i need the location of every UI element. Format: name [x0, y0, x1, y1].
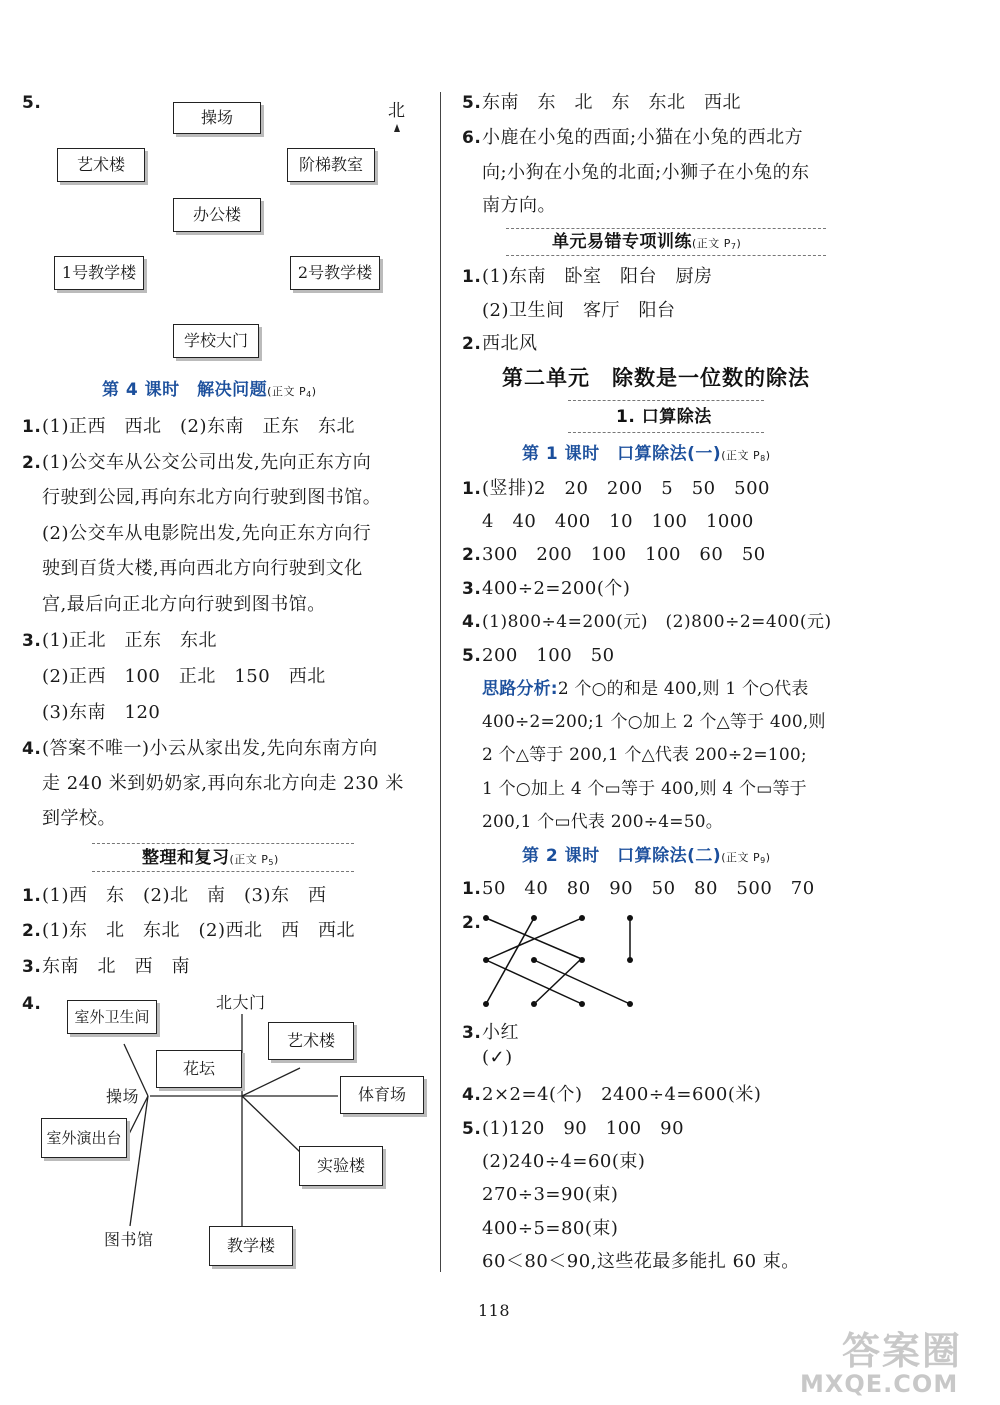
analysis-line-4: 1 个○加上 4 个▭等于 400,则 4 个▭等于: [482, 779, 807, 799]
answer-text: 东南 北 西 南: [42, 956, 190, 977]
answer-text: (答案不唯一)小云从家出发,先向东南方向: [42, 738, 378, 759]
match-dot: [579, 915, 585, 921]
answer-number: 1.: [462, 479, 482, 499]
analysis-label: 思路分析:: [482, 679, 558, 699]
answer-number: 6.: [462, 128, 482, 148]
answer-text: 300 200 100 100 60 50: [482, 544, 766, 565]
answer-text: (1)西 东 (2)北 南 (3)东 西: [42, 885, 327, 906]
answer-number: 1.: [462, 879, 482, 899]
answer-text: 400÷2=200(个): [482, 578, 631, 599]
match-dot: [531, 1001, 537, 1007]
match-line: [486, 960, 582, 1004]
match-dot: [531, 957, 537, 963]
lesson2-ref: (正文 P: [721, 851, 761, 864]
match-dot: [627, 957, 633, 963]
answer-text: 400÷5=80(束): [482, 1218, 619, 1239]
lesson2-title-text: 第 2 课时 口算除法(二): [522, 846, 722, 866]
q5-number: 5.: [22, 93, 42, 113]
lesson2-title: 第 2 课时 口算除法(二)(正文 P9): [522, 846, 771, 866]
lesson1-ref: (正文 P: [721, 449, 761, 462]
answer-text: (1)东 北 东北 (2)西北 西 西北: [42, 920, 355, 941]
answer-number: 2.: [462, 334, 482, 354]
lesson2-ref-sub: 9: [760, 856, 766, 865]
answer-text: (1)800÷4=200(元) (2)800÷2=400(元): [482, 612, 832, 632]
map-playground: 操场: [106, 1087, 140, 1106]
lesson1-ref-sub: 8: [760, 454, 766, 463]
analysis-line-2: 400÷2=200;1 个○加上 2 个△等于 400,则: [482, 712, 826, 732]
errors-title: 单元易错专项训练(正文 P7): [552, 232, 742, 252]
map-library: 图书馆: [104, 1230, 154, 1249]
errors-ref: (正文 P: [692, 237, 731, 250]
answer-number: 1.: [22, 417, 42, 437]
answer-number: 3.: [22, 631, 42, 651]
answer-text: (1)正西 西北 (2)东南 正东 东北: [42, 416, 355, 437]
match-dot: [627, 915, 633, 921]
answer-text: 2×2=4(个) 2400÷4=600(米): [482, 1084, 762, 1105]
box-label: 1号教学楼: [61, 263, 137, 282]
box-label: 室外卫生间: [74, 1008, 150, 1026]
answer-text: (2)正西 100 正北 150 西北: [42, 666, 326, 687]
answer-text: 西北风: [482, 333, 538, 354]
q4-number: 4.: [22, 994, 42, 1014]
box-label: 艺术楼: [76, 155, 125, 174]
north-label: 北: [388, 101, 406, 121]
match-dot: [483, 957, 489, 963]
answer-text: (1)120 90 100 90: [482, 1118, 685, 1139]
answer-number: 1.: [22, 886, 42, 906]
answer-number: 2.: [462, 545, 482, 565]
answer-text: 50 40 80 90 50 80 500 70: [482, 878, 815, 899]
review-title: 整理和复习(正文 P5): [142, 848, 279, 868]
answer-text: 驶到百货大楼,再向西北方向行驶到文化: [42, 558, 363, 579]
box-label: 2号教学楼: [297, 263, 373, 282]
watermark-logo: 答案圈: [842, 1329, 963, 1373]
answer-text: (2)公交车从电影院出发,先向正东方向行: [42, 523, 372, 544]
answer-text: (竖排)2 20 200 5 50 500: [482, 478, 770, 499]
answer-text: 行驶到公园,再向东北方向行驶到图书馆。: [42, 487, 382, 508]
page-number: 118: [478, 1301, 511, 1320]
answer-number: 4.: [462, 1085, 482, 1105]
match-dot: [483, 915, 489, 921]
answer-text: 到学校。: [42, 808, 116, 829]
answer-text: (3)东南 120: [42, 702, 161, 723]
answer-text: (2)卫生间 客厅 阳台: [482, 300, 676, 321]
lesson1-title: 第 1 课时 口算除法(一)(正文 P8): [522, 444, 771, 464]
section-title: 1. 口算除法: [616, 407, 712, 427]
errors-title-text: 单元易错专项训练: [552, 232, 692, 252]
box-label: 阶梯教室: [298, 155, 363, 174]
answer-number: 4.: [462, 612, 482, 632]
match-line: [486, 918, 534, 1004]
answer-number: 5.: [462, 93, 482, 113]
answer-number: 3.: [462, 1023, 482, 1043]
match-dot: [579, 957, 585, 963]
answer-text: 南方向。: [482, 195, 556, 216]
answer-text: 东南 东 北 东 东北 西北: [482, 92, 741, 113]
box-label: 室外演出台: [46, 1129, 122, 1147]
box-label: 花坛: [182, 1059, 215, 1078]
match-dot: [531, 915, 537, 921]
answer-text: 走 240 米到奶奶家,再向东北方向走 230 米: [42, 773, 404, 794]
map-north-gate: 北大门: [216, 993, 266, 1012]
analysis-line-3: 2 个△等于 200,1 个△代表 200÷2=100;: [482, 745, 807, 765]
answer-text: 小鹿在小兔的西面;小猫在小兔的西北方: [482, 127, 804, 148]
answer-number: 5.: [462, 646, 482, 666]
review-ref-sub: 5: [268, 858, 275, 867]
answer-number: 1.: [462, 267, 482, 287]
lesson4-title: 第 4 课时 解决问题(正文 P4): [102, 380, 317, 400]
box-label: 办公楼: [192, 205, 241, 224]
answer-text: (1)正北 正东 东北: [42, 630, 217, 651]
answer-text: 宫,最后向正北方向行驶到图书馆。: [42, 594, 326, 615]
answer-text: 向;小狗在小兔的北面;小狮子在小兔的东: [482, 162, 810, 183]
answer-number: 3.: [22, 957, 42, 977]
match-line: [534, 960, 580, 1004]
answer-text: (1)公交车从公交公司出发,先向正东方向: [42, 452, 372, 473]
box-label: 实验楼: [316, 1156, 365, 1175]
errors-ref-sub: 7: [730, 242, 737, 251]
match-dot: [579, 1001, 585, 1007]
lesson4-ref: (正文 P: [267, 385, 307, 398]
answer-text: 270÷3=90(束): [482, 1184, 619, 1205]
box-label: 操场: [200, 108, 233, 127]
review-title-text: 整理和复习: [142, 848, 230, 868]
lesson1-title-text: 第 1 课时 口算除法(一): [522, 444, 722, 464]
answer-number: 2.: [22, 453, 42, 473]
answer-text: (✓): [482, 1047, 513, 1068]
answer-text: (1)东南 卧室 阳台 厨房: [482, 266, 713, 287]
box-label: 艺术楼: [286, 1031, 335, 1050]
watermark-url: MXQE.COM: [800, 1370, 959, 1398]
answer-text: 200 100 50: [482, 645, 615, 666]
unit-title: 第二单元 除数是一位数的除法: [502, 366, 810, 390]
analysis-line-5: 200,1 个▭代表 200÷4=50。: [482, 812, 723, 832]
analysis-text: 2 个○的和是 400,则 1 个○代表: [557, 679, 809, 699]
answer-text: 4 40 400 10 100 1000: [482, 511, 754, 532]
lesson4-ref-sub: 4: [306, 390, 312, 399]
match-line: [534, 960, 630, 1004]
answer-text: 小红: [482, 1022, 519, 1043]
match-dot: [483, 1001, 489, 1007]
review-ref: (正文 P: [229, 853, 269, 866]
answer-number: 2.: [22, 921, 42, 941]
lesson4-title-text: 第 4 课时 解决问题: [102, 380, 268, 400]
answer-text: (2)240÷4=60(束): [482, 1151, 646, 1172]
answer-text: 60＜80＜90,这些花最多能扎 60 束。: [482, 1251, 800, 1272]
box-label: 学校大门: [183, 331, 248, 350]
box-label: 教学楼: [226, 1236, 275, 1255]
answer-number: 3.: [462, 579, 482, 599]
answer-number: 4.: [22, 739, 42, 759]
answer-number: 2.: [462, 913, 482, 933]
match-dot: [627, 1001, 633, 1007]
answer-number: 5.: [462, 1119, 482, 1139]
box-label: 体育场: [357, 1085, 406, 1104]
